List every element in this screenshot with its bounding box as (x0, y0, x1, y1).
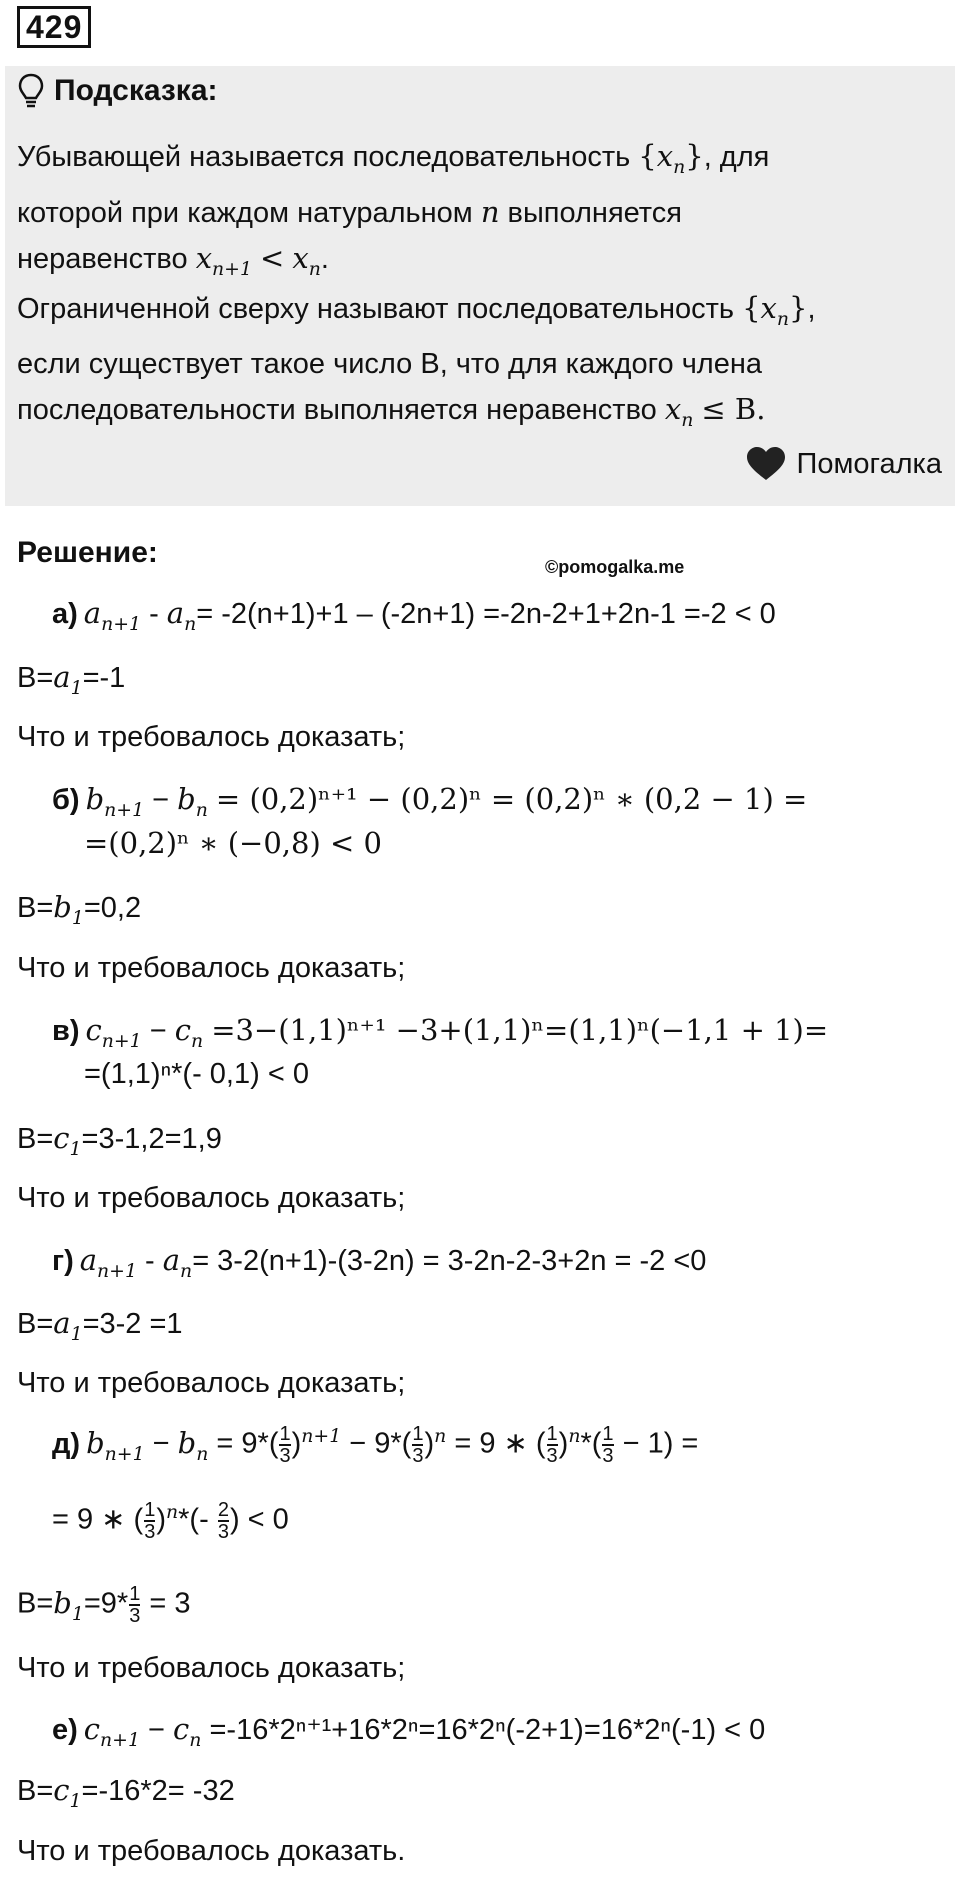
hint-title (18, 73, 218, 109)
bound-c: $B=c_1=3-1,2=1,9$ (17, 1121, 222, 1160)
bound-a: $B=a_1=-1$ (17, 660, 126, 699)
step-c-line2: =(1,1)ⁿ*(- 0,1) < 0 (84, 1058, 309, 1090)
step-b: б) $b_{n+1} - b_n = (0,2)^{n+1} - (0,2)^n = (0,2)^n$ ∗ (0,2 − 1) = (52, 782, 808, 821)
hint-paragraph-2: Ограниченной сверху называют последовательность $\{x_n\}$, если существует такое число B, что для каждого члена последовательности выполняется неравенство $x_n \le B$. (17, 291, 816, 431)
watermark: ©pomogalka.me (545, 557, 685, 577)
step-c: в) $c_{n+1} - c_n =3-(1,1)^{n+1} -3+(1,1)^n=(1,1)^n(-1,1 + 1)=$ (52, 1013, 829, 1052)
conclusion-e: Что и требовалось доказать; (17, 1652, 406, 1684)
bound-d: $B=a_1=3-2 =1$ (17, 1306, 183, 1345)
conclusion-a: Что и требовалось доказать; (17, 721, 406, 753)
brand-label: Помогалка (745, 446, 942, 482)
bound-b: $B=b_1=0,2$ (17, 890, 142, 929)
conclusion-d: Что и требовалось доказать; (17, 1367, 406, 1399)
hint-paragraph-1: Убывающей называется последовательность $\{x_n\}$, для которой при каждом натуральном n выполняется неравенство $x_{n+1} < x_n$. (17, 139, 770, 280)
task-number: 429 (17, 6, 91, 48)
step-f: е) $c_{n+1} - c_n =-16*2^{n+1}+16*2^n=16*2^n(-2+1)=16*2^n(-1) < 0$ (52, 1712, 766, 1751)
conclusion-b: Что и требовалось доказать; (17, 952, 406, 984)
step-d: г) $a_{n+1} - a_n= 3-2(n+1)-(3-2n) = 3-2n-2-3+2n = -2 <0$ (52, 1243, 707, 1282)
bound-f: $B=c_1=-16*2= -32$ (17, 1773, 235, 1812)
step-a: а) $a_{n+1} - a_n= -2(n+1)+1 - (-2n+1) =-2n-2+1+2n-1 =-2 < 0$ (52, 596, 776, 635)
hint-title-text: Подсказка: (54, 74, 218, 107)
conclusion-c: Что и требовалось доказать; (17, 1182, 406, 1214)
step-b-line2: =(0,2)ⁿ ∗ (−0,8) < 0 (84, 826, 382, 860)
conclusion-f: Что и требовалось доказать. (17, 1835, 406, 1867)
heart-icon (745, 446, 787, 482)
lightbulb-icon (18, 73, 44, 109)
step-e-line2: = 9 ∗ ( $\frac{1}{3}$ )$^n$*(- $\frac{2}{3}$ ) < 0 (52, 1499, 289, 1543)
step-e: д) $b_{n+1} - b_n = 9*$( $\frac{1}{3}$ )$^{n+1}$ − 9*( $\frac{1}{3}$ )$^n$ = 9 ∗ ( $\frac{1}{3}$ )$^n$*( $\frac{1}{3}$ − 1) = (52, 1423, 699, 1467)
solution-title: Решение: (17, 536, 158, 569)
bound-e: $B=b_1=9*$ $\frac{1}{3}$ = 3 (17, 1583, 191, 1627)
